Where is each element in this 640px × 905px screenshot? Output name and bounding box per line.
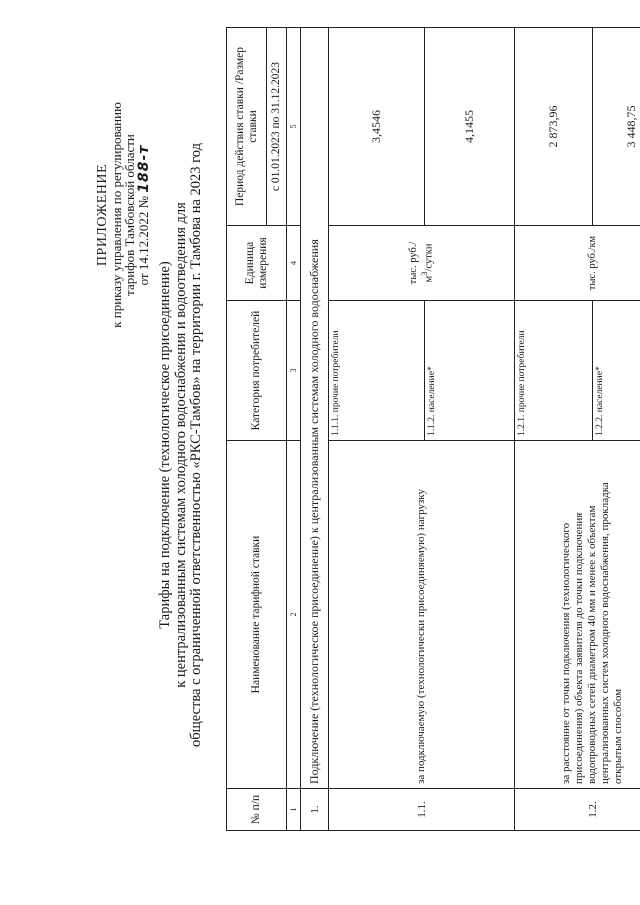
col-number: 5 xyxy=(287,28,301,226)
header-num: № п/п xyxy=(227,789,287,831)
header-unit: Единица измерения xyxy=(227,226,287,301)
header-period-dates: с 01.01.2023 по 31.12.2023 xyxy=(267,28,287,226)
col-number: 1 xyxy=(287,789,301,831)
unit-exponent: 3 xyxy=(419,271,430,276)
row-category: 1.2.1. прочие потребители xyxy=(515,301,593,441)
row-category: 1.1.1. прочие потребители xyxy=(329,301,425,441)
col-number: 3 xyxy=(287,301,301,441)
row-value: 3 448,75 xyxy=(593,28,640,226)
title-line-2: к централизованным системам холодного водоснабжения и водоотведения для xyxy=(172,202,189,688)
row-value: 2 873,96 xyxy=(515,28,593,226)
row-name: за подключаемую (технологически присоединяемую) нагрузку xyxy=(329,441,515,789)
appendix-line-2: тарифов Тамбовской области xyxy=(122,134,138,296)
section-title: Подключение (технологическое присоединение) к централизованным системам холодного водоснабжения xyxy=(301,28,329,789)
appendix-date: от 14.12.2022 № xyxy=(135,196,151,286)
appendix-date-line xyxy=(137,45,152,385)
appendix-block xyxy=(96,45,151,385)
row-num: 1.1. xyxy=(329,789,515,831)
col-number: 2 xyxy=(287,441,301,789)
row-unit xyxy=(329,226,515,301)
column-number-row xyxy=(287,28,301,831)
title-line-3: общества с ограниченной ответственностью «РКС-Тамбов» на территории г. Тамбова на 2023 год xyxy=(188,143,205,747)
header-row xyxy=(227,28,267,831)
table-row xyxy=(515,28,593,831)
row-num: 1.2. xyxy=(515,789,640,831)
handwritten-order-number: 188-т xyxy=(135,144,152,193)
appendix-heading: ПРИЛОЖЕНИЕ xyxy=(95,163,110,267)
section-num: 1. xyxy=(301,789,329,831)
row-unit: тыс. руб./км xyxy=(515,226,640,301)
row-value: 4,1455 xyxy=(425,28,515,226)
row-name: за расстояние от точки подключения (технологического присоединения) объекта заявителя до точки подключения водопроводных сетей диаметром 40 мм и менее к объектам централизованных систем холодного водоснабжения, прокладка открытым способом xyxy=(515,441,640,789)
table-row xyxy=(329,28,425,831)
appendix-line-1: к приказу управления по регулированию xyxy=(108,102,124,328)
unit-text: тыс. руб./ xyxy=(408,241,420,285)
unit-period: /сутки xyxy=(423,243,435,272)
header-period: Период действия ставки /Размер ставки xyxy=(227,28,267,226)
header-category: Категория потребителей xyxy=(227,301,287,441)
col-number: 4 xyxy=(287,226,301,301)
row-value: 3,4546 xyxy=(329,28,425,226)
document-title xyxy=(158,85,205,805)
title-line-1: Тарифы на подключение (технологическое присоединение) xyxy=(157,261,173,629)
unit-volume: м xyxy=(423,275,435,283)
header-name: Наименование тарифной ставки xyxy=(227,441,287,789)
row-category: 1.2.2. население* xyxy=(593,301,640,441)
section-row xyxy=(301,28,329,831)
tariff-table xyxy=(226,27,640,831)
row-category: 1.1.2. население* xyxy=(425,301,515,441)
